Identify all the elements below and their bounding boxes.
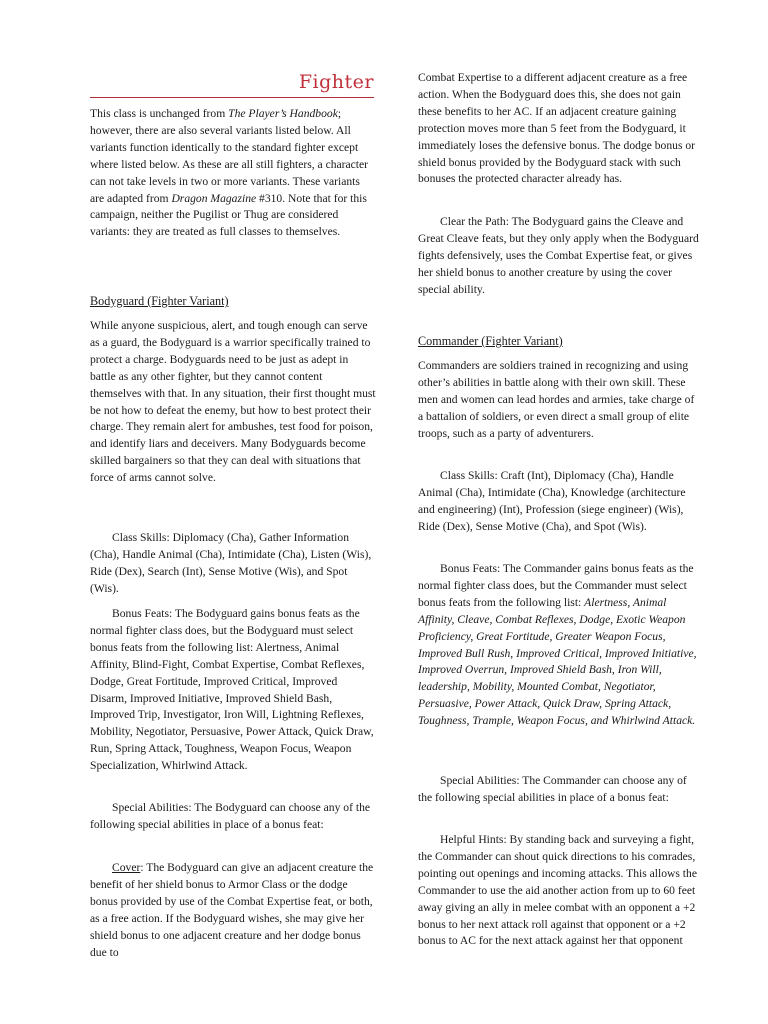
- bodyguard-description: While anyone suspicious, alert, and tough enough can serve as a guard, the Bodyguard is a warrior specifically trained to protect a charge. Bodyguards need to be just as adept in battle as any other fighter, but they cannot content themselves with that. In any situation, their first thought must be not how to defeat the enemy, but how to best protect their charge. They remain alert for ambushes, test food for poison, and identify liars and deceivers. Many Bodyguards become skilled bargainers so that they can deal with situations that force of arms cannot solve.: [90, 319, 376, 485]
- page-header: [90, 70, 374, 98]
- label-helpful-hints: Helpful Hints: [440, 833, 504, 846]
- page-title: Fighter: [298, 71, 374, 93]
- label-class-skills: Class Skills: [440, 469, 495, 482]
- commander-heading: Commander (Fighter Variant): [418, 334, 563, 348]
- intro-text: This class is unchanged from: [90, 107, 229, 120]
- bodyguard-clear-the-path: [418, 214, 702, 299]
- label-bonus-feats: Bonus Feats: [440, 562, 498, 575]
- title-rule: [90, 97, 374, 98]
- commander-description: Commanders are soldiers trained in recognizing and using other’s abilities in battle along with their own skill. These men and women can lead hordes and armies, take charge of a battalion of soldiers, or even direct a small group of elite troops, such as a party of adventurers.: [418, 359, 695, 440]
- text-bonus-feats: : The Commander gains bonus feats as the normal fighter class does, but the Commander must select bonus feats from the following list:: [418, 562, 694, 609]
- label-special-abilities: Special Abilities: [440, 774, 517, 787]
- bonus-feats-list: Alertness, Animal Affinity, Cleave, Combat Reflexes, Dodge, Exotic Weapon Proficiency, Great Fortitude, Greater Weapon Focus, Improved Bull Rush, Improved Critical, Improved Initiative, Improved Overrun, Improved Shield Bash, Iron Will, leadership, Mobility, Mounted Combat, Negotiator, Persuasive, Power Attack, Quick Draw, Spring Attack, Toughness, Trample, Weapon Focus, and Whirlwind Attack.: [418, 595, 697, 728]
- book-title: The Player’s Handbook: [228, 107, 338, 120]
- commander-helpful-hints: [418, 832, 702, 950]
- bodyguard-cover: [90, 860, 376, 961]
- text-helpful-hints: : By standing back and surveying a fight, the Commander can shout quick directions to his comrades, pointing out openings and incoming attacks. This allows the Commander to use the aid another action from up to 60 feet away giving an ally in melee combat with an opponent a +2 bonus to her next attack roll against that opponent or a +2 bonus to AC for the next attack against her that opponent: [418, 833, 697, 948]
- text-class-skills: : Diplomacy (Cha), Gather Information (Cha), Handle Animal (Cha), Intimidate (Cha), Listen (Wis), Ride (Dex), Search (Int), Sense Motive (Wis), and Spot (Wis).: [90, 531, 372, 595]
- bodyguard-cover-continued: Combat Expertise to a different adjacent creature as a free action. When the Bodyguard does this, she does not gain these benefits to her AC. If an adjacent creature gaining protection moves more than 5 feet from the Bodyguard, it immediately loses the defensive bonus. The dodge bonus or shield bonus provided by the Bodyguard stack with such bonuses the protected character already has.: [418, 71, 696, 186]
- bodyguard-special-abilities: [90, 800, 376, 834]
- text-cover: : The Bodyguard can give an adjacent creature the benefit of her shield bonus to Armor Class or the dodge bonus provided by use of the Combat Expertise feat, or both, as a free action. If the Bodyguard wishes, she may give her shield bonus to one adjacent creature and her dodge bonus due to: [90, 861, 374, 959]
- intro-text-end: #310. Note that for this campaign, neither the Pugilist or Thug are considered variants: they are treated as full classes to themselves.: [90, 191, 367, 239]
- bodyguard-bonus-feats: [90, 606, 376, 775]
- intro-text-cont: ; however, there are also several variants listed below. All variants function identically to the standard fighter except where listed below. As these are all still fighters, a character can not take levels in two or more variants. These variants are adapted from: [90, 107, 369, 205]
- label-special-abilities: Special Abilities: [112, 801, 189, 814]
- label-bonus-feats: Bonus Feats: [112, 607, 170, 620]
- magazine-title: Dragon Magazine: [171, 191, 257, 205]
- commander-class-skills: [418, 468, 702, 536]
- bodyguard-class-skills: [90, 530, 376, 598]
- commander-special-abilities: [418, 773, 702, 807]
- intro-paragraph: [90, 106, 376, 241]
- label-class-skills: Class Skills: [112, 531, 167, 544]
- label-cover: Cover: [112, 861, 141, 874]
- text-special-abilities: : The Commander can choose any of the following special abilities in place of a bonus feat:: [418, 774, 687, 804]
- text-class-skills: : Craft (Int), Diplomacy (Cha), Handle Animal (Cha), Intimidate (Cha), Knowledge (architecture and engineering) (Int), Profession (siege engineer) (Wis), Ride (Dex), Sense Motive (Cha), and Spot (Wis).: [418, 469, 686, 533]
- bodyguard-heading: Bodyguard (Fighter Variant): [90, 294, 229, 308]
- text-bonus-feats: : The Bodyguard gains bonus feats as the normal fighter class does, but the Bodyguard must select bonus feats from the following list: Alertness, Animal Affinity, Blind-Fight, Combat Expertise, Combat Reflexes, Dodge, Great Fortitude, Improved Critical, Improved Disarm, Improved Initiative, Improved Shield Bash, Improved Trip, Investigator, Iron Will, Lightning Reflexes, Mobility, Negotiator, Persuasive, Power Attack, Quick Draw, Run, Spring Attack, Toughness, Weapon Focus, Weapon Specialization, Whirlwind Attack.: [90, 607, 374, 773]
- commander-bonus-feats: [418, 561, 702, 730]
- text-special-abilities: : The Bodyguard can choose any of the following special abilities in place of a bonus feat:: [90, 801, 371, 831]
- label-clear-the-path: Clear the Path: [440, 215, 506, 228]
- text-clear-the-path: : The Bodyguard gains the Cleave and Great Cleave feats, but they only apply when the Bodyguard fights defensively, uses the Combat Expertise feat, or gives her shield bonus to another creature by using the cover special ability.: [418, 215, 699, 296]
